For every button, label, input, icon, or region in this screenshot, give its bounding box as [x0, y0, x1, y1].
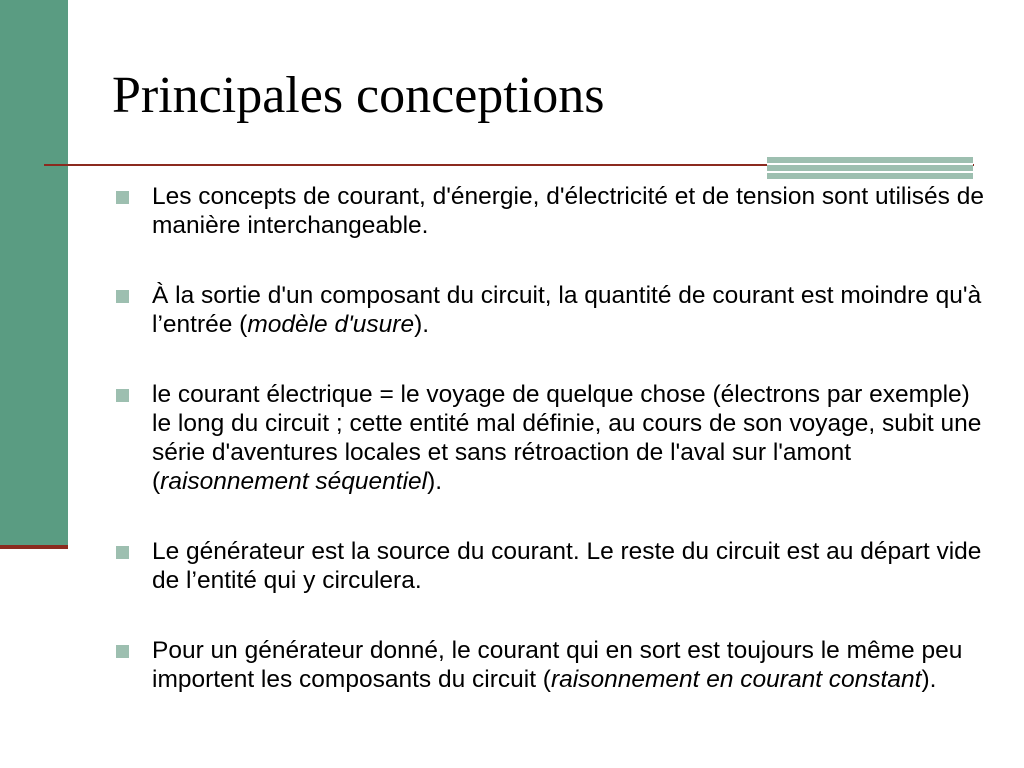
accent-stripes — [767, 157, 973, 179]
side-accent-bar — [0, 0, 68, 546]
bullet-item — [110, 281, 990, 339]
square-bullet-icon — [116, 290, 129, 303]
square-bullet-icon — [116, 191, 129, 204]
slide-title: Principales conceptions — [112, 67, 605, 124]
bullet-item — [110, 182, 990, 240]
bullet-item — [110, 636, 990, 694]
square-bullet-icon — [116, 645, 129, 658]
square-bullet-icon — [116, 389, 129, 402]
side-bar-rule — [0, 545, 68, 549]
bullet-item — [110, 380, 990, 496]
bullet-text-end: ). — [427, 468, 443, 495]
bullet-text: Les concepts de courant, d'énergie, d'électricité et de tension sont utilisés de manière interchangeable. — [152, 183, 984, 239]
bullet-text: Pour un générateur donné, le courant qui en sort est toujours le même peu importent les composants du circuit ( — [152, 637, 963, 693]
bullet-item — [110, 537, 990, 595]
bullet-text: le courant électrique = le voyage de quelque chose (électrons par exemple) le long du circuit ; cette entité mal définie, au cours de son voyage, subit une série d'aventures locales et sans rétroaction de l'aval sur l'amont ( — [152, 381, 982, 495]
bullet-text-end: ). — [921, 666, 937, 693]
bullet-text: À la sortie d'un composant du circuit, la quantité de courant est moindre qu'à l’entrée ( — [152, 282, 982, 338]
square-bullet-icon — [116, 546, 129, 559]
bullet-list — [110, 182, 990, 694]
bullet-emphasis: raisonnement en courant constant — [550, 666, 922, 693]
bullet-emphasis: modèle d'usure — [247, 311, 415, 338]
bullet-emphasis: raisonnement séquentiel — [160, 468, 428, 495]
bullet-text: Le générateur est la source du courant. Le reste du circuit est au départ vide de l’entité qui y circulera. — [152, 538, 982, 594]
bullet-text-end: ). — [414, 311, 430, 338]
